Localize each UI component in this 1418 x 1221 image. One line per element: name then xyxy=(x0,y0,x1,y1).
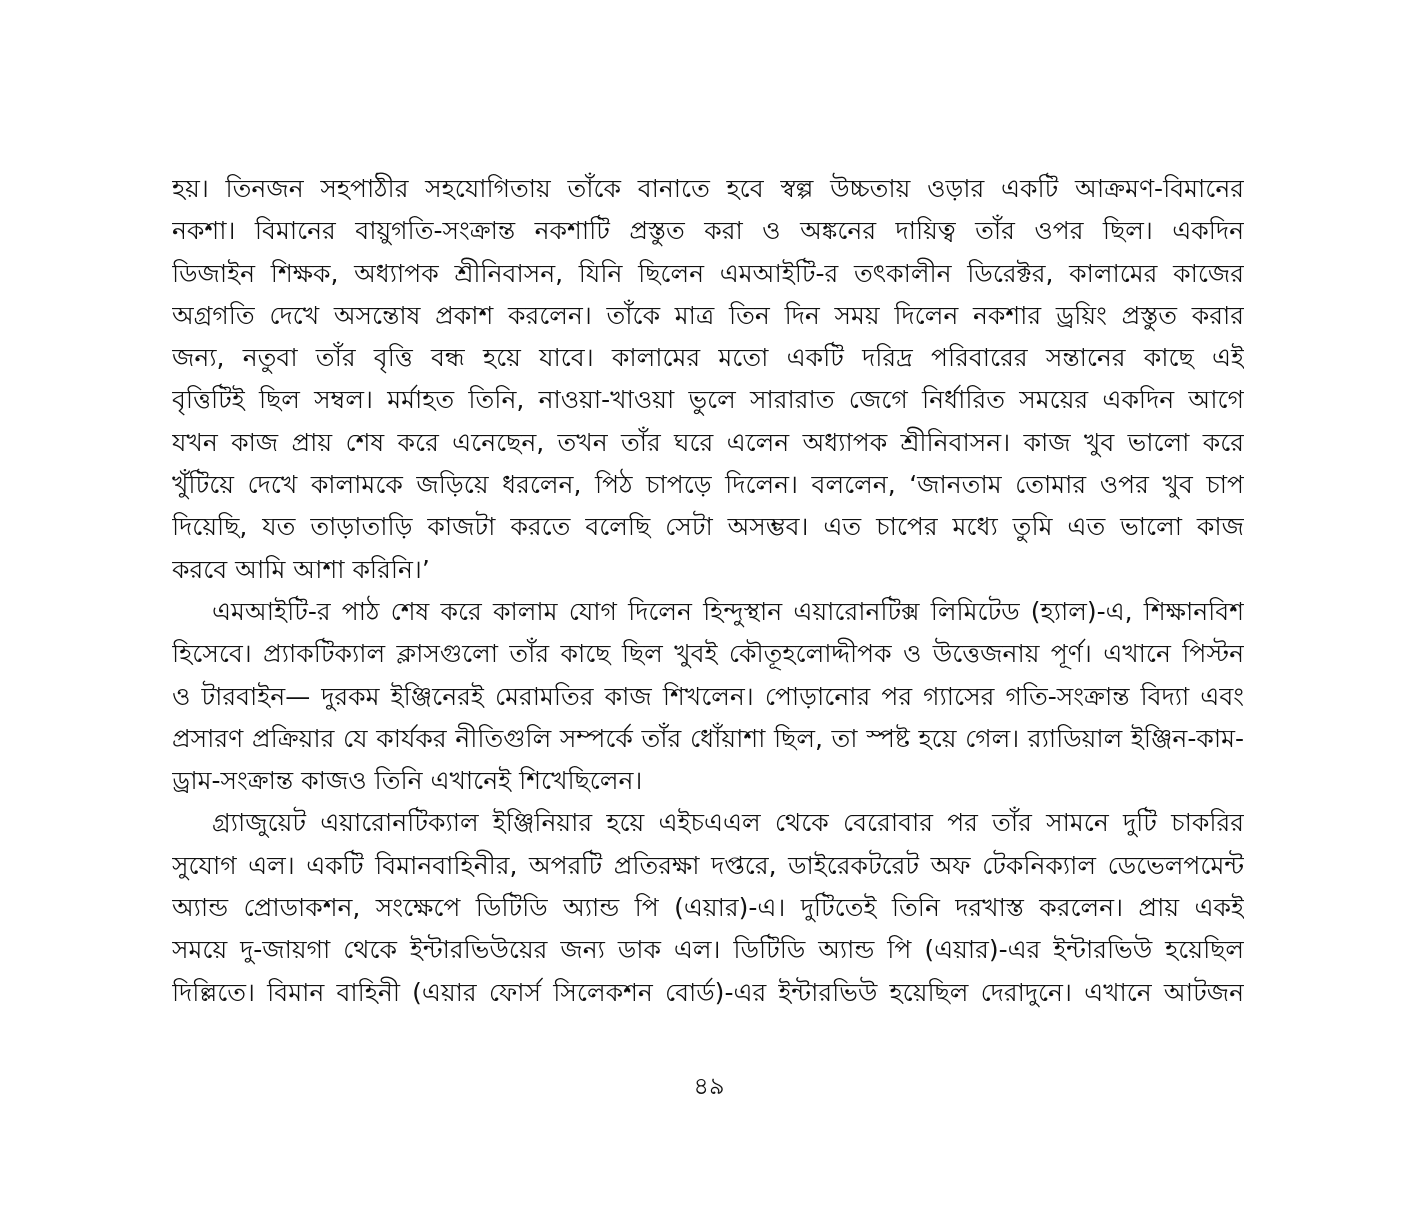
text-line: অ্যান্ড প্রোডাকশন, সংক্ষেপে ডিটিডি অ্যান্ড পি (এয়ার)-এ। দুটিতেই তিনি দরখাস্ত করলেন। প্রায় একই xyxy=(172,893,1244,923)
paragraph-1 xyxy=(172,168,1244,591)
text-line: জন্য, নতুবা তাঁর বৃত্তি বন্ধ হয়ে যাবে। কালামের মতো একটি দরিদ্র পরিবারের সন্তানের কাছে এই xyxy=(172,343,1244,373)
text-line: অগ্রগতি দেখে অসন্তোষ প্রকাশ করলেন। তাঁকে মাত্র তিন দিন সময় দিলেন নকশার ড্রয়িং প্রস্তুত করার xyxy=(172,300,1244,330)
text-line: ও টারবাইন— দুরকম ইঞ্জিনেরই মেরামতির কাজ শিখলেন। পোড়ানোর পর গ্যাসের গতি-সংক্রান্ত বিদ্যা এবং xyxy=(172,681,1244,711)
paragraph-3 xyxy=(172,802,1244,1013)
text-line: হিসেবে। প্র্যাকটিক্যাল ক্লাসগুলো তাঁর কাছে ছিল খুবই কৌতূহলোদ্দীপক ও উত্তেজনায় পূর্ণ। এখানে পিস্টন xyxy=(172,639,1244,669)
text-line: দিয়েছি, যত তাড়াতাড়ি কাজটা করতে বলেছি সেটা অসম্ভব। এত চাপের মধ্যে তুমি এত ভালো কাজ xyxy=(172,512,1244,542)
text-line: খুঁটিয়ে দেখে কালামকে জড়িয়ে ধরলেন, পিঠ চাপড়ে দিলেন। বললেন, ‘জানতাম তোমার ওপর খুব চাপ xyxy=(172,470,1244,500)
page-number: ৪৯ xyxy=(693,1072,725,1100)
text-line: সময়ে দু-জায়গা থেকে ইন্টারভিউয়ের জন্য ডাক এল। ডিটিডি অ্যান্ড পি (এয়ার)-এর ইন্টারভিউ হয়েছিল xyxy=(172,935,1244,965)
text-line: নকশা। বিমানের বায়ুগতি-সংক্রান্ত নকশাটি প্রস্তুত করা ও অঙ্কনের দায়িত্ব তাঁর ওপর ছিল। একদিন xyxy=(172,216,1244,246)
text-line: প্রসারণ প্রক্রিয়ার যে কার্যকর নীতিগুলি সম্পর্কে তাঁর ধোঁয়াশা ছিল, তা স্পষ্ট হয়ে গেল। র‍্যাডিয়াল ইঞ্জিন-কাম- xyxy=(172,723,1244,753)
paragraph-2 xyxy=(172,591,1244,802)
text-line: গ্র্যাজুয়েট এয়ারোনটিক্যাল ইঞ্জিনিয়ার হয়ে এইচএএল থেকে বেরোবার পর তাঁর সামনে দুটি চাকরির xyxy=(212,808,1244,838)
text-line: করবে আমি আশা করিনি।’ xyxy=(172,554,430,584)
text-line: সুযোগ এল। একটি বিমানবাহিনীর, অপরটি প্রতিরক্ষা দপ্তরে, ডাইরেকটরেট অফ টেকনিক্যাল ডেভেলপমেন্ট xyxy=(172,850,1244,880)
text-line: বৃত্তিটিই ছিল সম্বল। মর্মাহত তিনি, নাওয়া-খাওয়া ভুলে সারারাত জেগে নির্ধারিত সময়ের একদিন আগে xyxy=(172,385,1244,415)
text-line: হয়। তিনজন সহপাঠীর সহযোগিতায় তাঁকে বানাতে হবে স্বল্প উচ্চতায় ওড়ার একটি আক্রমণ-বিমানের xyxy=(172,174,1244,203)
text-line: যখন কাজ প্রায় শেষ করে এনেছেন, তখন তাঁর ঘরে এলেন অধ্যাপক শ্রীনিবাসন। কাজ খুব ভালো করে xyxy=(172,427,1244,457)
body-text xyxy=(172,168,1244,1014)
text-line: ডিজাইন শিক্ষক, অধ্যাপক শ্রীনিবাসন, যিনি ছিলেন এমআইটি-র তৎকালীন ডিরেক্টর, কালামের কাজের xyxy=(172,258,1244,288)
text-line: দিল্লিতে। বিমান বাহিনী (এয়ার ফোর্স সিলেকশন বোর্ড)-এর ইন্টারভিউ হয়েছিল দেরাদুনে। এখানে আটজন xyxy=(172,977,1244,1007)
text-line: এমআইটি-র পাঠ শেষ করে কালাম যোগ দিলেন হিন্দুস্থান এয়ারোনটিক্স লিমিটেড (হ্যাল)-এ, শিক্ষানবিশ xyxy=(212,596,1244,626)
text-line: ড্রাম-সংক্রান্ত কাজও তিনি এখানেই শিখেছিলেন। xyxy=(172,766,643,796)
